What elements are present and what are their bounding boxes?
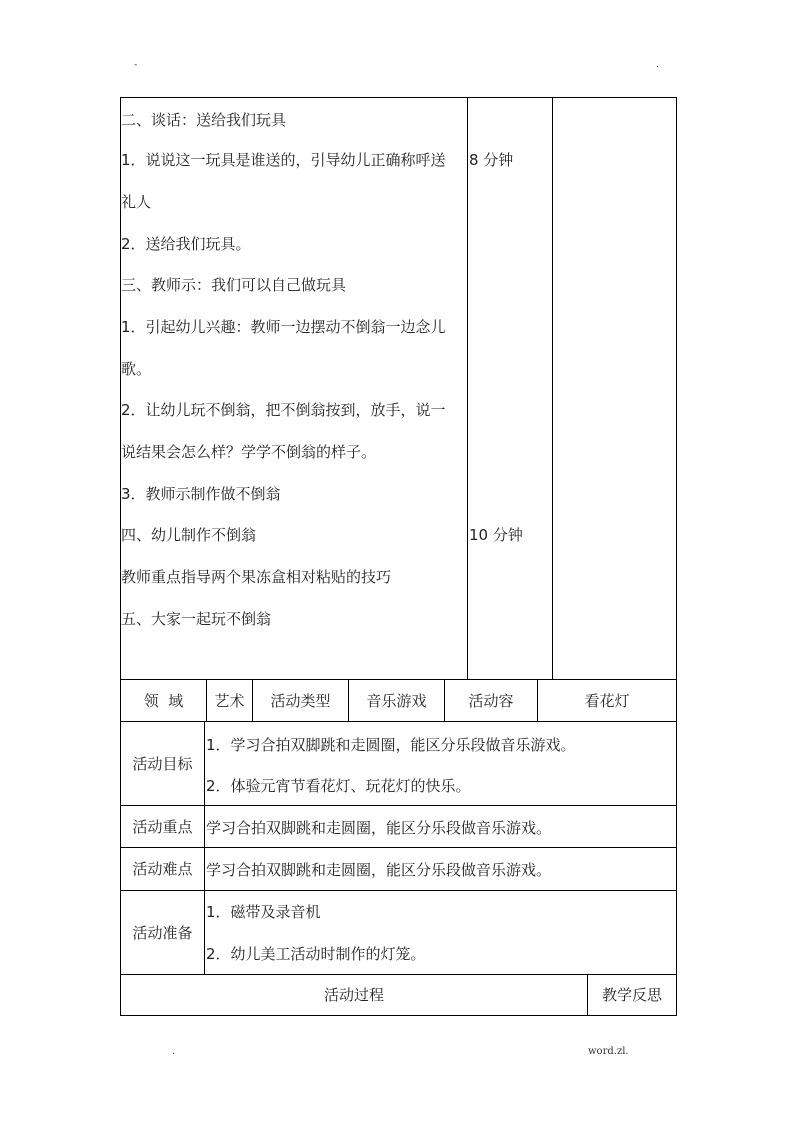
- goal-item: 1．学习合拍双脚跳和走圆圈，能区分乐段做音乐游戏。: [206, 736, 576, 754]
- header-right-mark: .: [656, 60, 659, 70]
- step-line: 1．说说这一玩具是谁送的，引导幼儿正确称呼送: [121, 151, 446, 169]
- step-line: 2．送给我们玩具。: [121, 235, 251, 253]
- key-point-label: 活动重点: [132, 817, 193, 836]
- domain-value: 艺术: [214, 691, 245, 710]
- footer-right-text: word.zl.: [588, 1046, 629, 1057]
- step-line: 教师重点指导两个果冻盒相对粘贴的技巧: [121, 568, 392, 586]
- key-point-value: 学习合拍双脚跳和走圆圈，能区分乐段做音乐游戏。: [206, 819, 552, 837]
- goals-label: 活动目标: [132, 754, 193, 773]
- teaching-reflection-header: 教学反思: [601, 986, 662, 1004]
- prep-item: 2．幼儿美工活动时制作的灯笼。: [206, 945, 426, 963]
- step-line: 三、教师示：我们可以自己做玩具: [121, 276, 347, 294]
- goal-item: 2．体验元宵节看花灯、玩花灯的快乐。: [206, 777, 471, 795]
- difficulty-value: 学习合拍双脚跳和走圆圈，能区分乐段做音乐游戏。: [206, 861, 552, 879]
- activity-type-label: 活动类型: [270, 691, 331, 710]
- domain-label: 领 域: [143, 691, 184, 710]
- activity-type-value: 音乐游戏: [366, 691, 427, 710]
- step-line: 五、大家一起玩不倒翁: [121, 610, 272, 628]
- time-8-minutes: 8 分钟: [469, 151, 514, 169]
- step-line: 礼人: [121, 193, 152, 211]
- prep-label: 活动准备: [132, 923, 193, 942]
- activity-content-label: 活动容: [468, 691, 514, 710]
- activity-process-header: 活动过程: [323, 986, 384, 1004]
- activity-content-value: 看花灯: [584, 691, 630, 710]
- time-10-minutes: 10 分钟: [469, 526, 523, 544]
- footer-left-mark: .: [172, 1046, 176, 1057]
- prep-item: 1．磁带及录音机: [206, 903, 321, 921]
- step-line: 2．让幼儿玩不倒翁，把不倒翁按到，放手，说一: [121, 401, 446, 419]
- step-line: 3．教师示制作做不倒翁: [121, 485, 281, 503]
- difficulty-label: 活动难点: [132, 860, 193, 878]
- step-line: 歌。: [121, 360, 152, 378]
- step-line: 二、谈话：送给我们玩具: [121, 111, 287, 129]
- header-left-mark: -: [134, 60, 138, 70]
- step-line: 1．引起幼儿兴趣：教师一边摆动不倒翁一边念儿: [121, 318, 446, 336]
- step-line: 说结果会怎么样？学学不倒翁的样子。: [121, 443, 377, 461]
- step-line: 四、幼儿制作不倒翁: [121, 526, 257, 544]
